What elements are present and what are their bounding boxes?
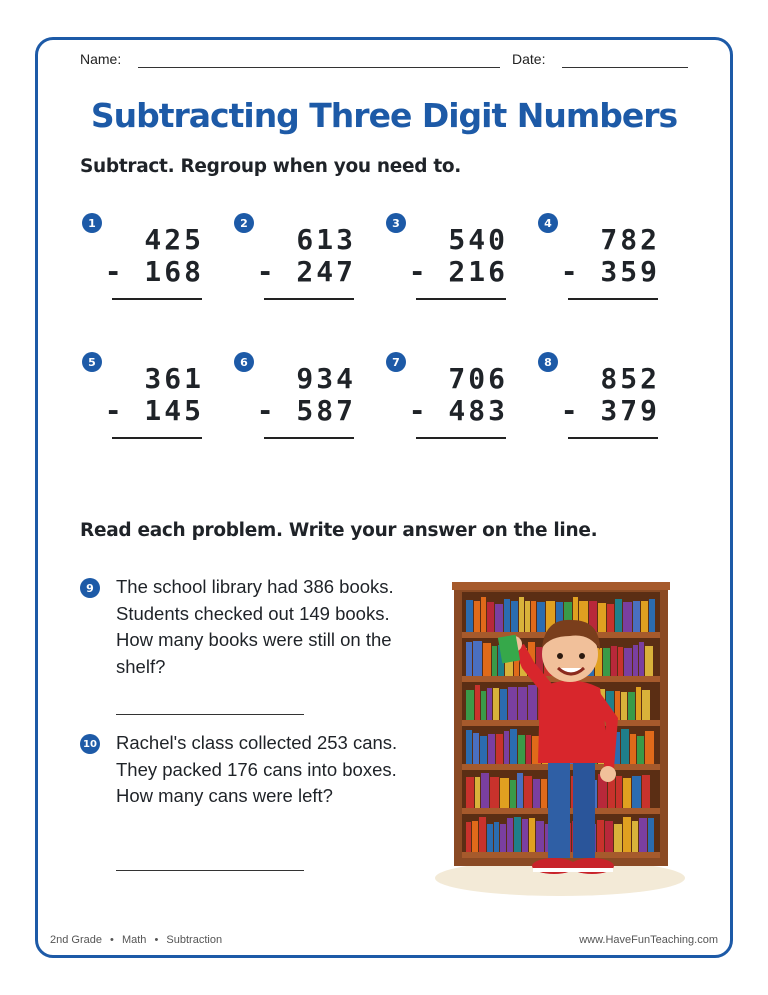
problem-number-badge: 7 bbox=[386, 352, 406, 372]
book bbox=[519, 597, 524, 632]
book bbox=[621, 692, 627, 720]
footer-topic: Subtraction bbox=[166, 934, 223, 946]
book bbox=[623, 602, 632, 632]
problem-number-badge: 6 bbox=[234, 352, 254, 372]
book bbox=[597, 820, 604, 852]
book bbox=[495, 604, 503, 632]
book bbox=[487, 824, 493, 852]
problem-8 bbox=[538, 352, 668, 462]
minuend: 425 bbox=[144, 223, 204, 256]
book bbox=[517, 773, 523, 808]
subtrahend: - 587 bbox=[256, 394, 356, 427]
book bbox=[621, 729, 629, 764]
book bbox=[633, 645, 638, 676]
book bbox=[639, 642, 644, 676]
answer-line[interactable] bbox=[112, 437, 202, 439]
problem-number-badge: 9 bbox=[80, 578, 100, 598]
book bbox=[511, 601, 518, 632]
book bbox=[616, 776, 622, 808]
problem-7 bbox=[386, 352, 516, 462]
problem-number-badge: 10 bbox=[80, 734, 100, 754]
book bbox=[475, 777, 480, 808]
book bbox=[614, 824, 622, 852]
book bbox=[633, 601, 640, 632]
footer-separator: • bbox=[110, 934, 114, 946]
book bbox=[472, 821, 478, 852]
word-problem-text: The school library had 386 books. Students checked out 149 books. How many books were still on the shelf? bbox=[116, 576, 394, 677]
book bbox=[637, 736, 644, 764]
book bbox=[493, 688, 499, 720]
problem-1 bbox=[82, 213, 212, 323]
footer-separator: • bbox=[154, 934, 159, 946]
book bbox=[639, 818, 647, 852]
book bbox=[507, 818, 513, 852]
book bbox=[531, 601, 536, 632]
book bbox=[645, 731, 654, 764]
minuend: 540 bbox=[448, 223, 508, 256]
book bbox=[648, 818, 654, 852]
book bbox=[623, 778, 631, 808]
minuend: 361 bbox=[144, 362, 204, 395]
book bbox=[649, 599, 655, 632]
book bbox=[605, 821, 613, 852]
book bbox=[466, 822, 471, 852]
name-line[interactable] bbox=[138, 67, 500, 68]
subtrahend: - 359 bbox=[560, 255, 660, 288]
problem-6 bbox=[234, 352, 364, 462]
footer-tags bbox=[50, 934, 222, 946]
problem-number-badge: 2 bbox=[234, 213, 254, 233]
book bbox=[525, 601, 530, 632]
problem-number-badge: 3 bbox=[386, 213, 406, 233]
answer-line[interactable] bbox=[568, 298, 658, 300]
word-problem-10 bbox=[80, 730, 400, 880]
answer-line[interactable] bbox=[116, 870, 304, 871]
book bbox=[466, 600, 473, 632]
book bbox=[466, 777, 474, 808]
answer-line[interactable] bbox=[416, 298, 506, 300]
minuend: 782 bbox=[600, 223, 660, 256]
word-problem-9 bbox=[80, 574, 400, 724]
book bbox=[479, 817, 486, 852]
book bbox=[518, 735, 525, 764]
book bbox=[474, 601, 480, 632]
book bbox=[607, 604, 614, 632]
book bbox=[481, 597, 486, 632]
book bbox=[642, 690, 650, 720]
book bbox=[615, 599, 622, 632]
book bbox=[642, 775, 650, 808]
minuend: 852 bbox=[600, 362, 660, 395]
book bbox=[632, 821, 638, 852]
book bbox=[466, 642, 472, 676]
book bbox=[603, 648, 610, 676]
book bbox=[645, 646, 653, 676]
book bbox=[480, 736, 487, 764]
book bbox=[526, 735, 531, 764]
subtrahend: - 247 bbox=[256, 255, 356, 288]
minuend: 934 bbox=[296, 362, 356, 395]
book bbox=[487, 688, 492, 720]
book bbox=[522, 819, 528, 852]
book bbox=[641, 601, 648, 632]
book bbox=[504, 599, 510, 632]
problem-number-badge: 8 bbox=[538, 352, 558, 372]
book bbox=[537, 602, 545, 632]
problem-number-badge: 1 bbox=[82, 213, 102, 233]
section2-instruction: Read each problem. Write your answer on the line. bbox=[80, 520, 598, 541]
book bbox=[630, 734, 636, 764]
problem-4 bbox=[538, 213, 668, 323]
subtrahend: - 483 bbox=[408, 394, 508, 427]
section1-instruction: Subtract. Regroup when you need to. bbox=[80, 156, 462, 177]
book bbox=[473, 641, 482, 676]
book bbox=[518, 687, 527, 720]
subtrahend: - 216 bbox=[408, 255, 508, 288]
book bbox=[510, 780, 516, 808]
book bbox=[514, 817, 521, 852]
answer-line[interactable] bbox=[264, 298, 354, 300]
book bbox=[528, 685, 537, 720]
book bbox=[481, 691, 486, 720]
book bbox=[496, 734, 503, 764]
book bbox=[632, 776, 641, 808]
minuend: 613 bbox=[296, 223, 356, 256]
book bbox=[490, 777, 499, 808]
book bbox=[533, 779, 540, 808]
footer-subject: Math bbox=[121, 934, 147, 946]
answer-line[interactable] bbox=[112, 298, 202, 300]
book bbox=[466, 690, 474, 720]
book bbox=[504, 731, 509, 764]
book bbox=[618, 647, 623, 676]
date-label: Date: bbox=[512, 51, 546, 67]
minuend: 706 bbox=[448, 362, 508, 395]
page-title: Subtracting Three Digit Numbers bbox=[90, 96, 678, 135]
word-problem-text: Rachel's class collected 253 cans. They packed 176 cans into boxes. How many cans were left? bbox=[116, 732, 398, 806]
problem-3 bbox=[386, 213, 516, 323]
name-label: Name: bbox=[80, 51, 122, 67]
book bbox=[494, 822, 499, 852]
book bbox=[492, 646, 497, 676]
book bbox=[536, 821, 544, 852]
book bbox=[487, 602, 494, 632]
book bbox=[508, 687, 517, 720]
book bbox=[624, 648, 632, 676]
book bbox=[481, 773, 489, 808]
book bbox=[611, 646, 617, 676]
book bbox=[541, 779, 547, 808]
footer-website[interactable]: www.HaveFunTeaching.com bbox=[579, 934, 718, 946]
subtrahend: - 168 bbox=[104, 255, 204, 288]
boy-at-bookshelf-illustration bbox=[430, 578, 698, 898]
problem-number-badge: 4 bbox=[538, 213, 558, 233]
book bbox=[483, 643, 491, 676]
answer-line[interactable] bbox=[116, 714, 304, 715]
book bbox=[475, 685, 480, 720]
book bbox=[524, 776, 532, 808]
subtrahend: - 145 bbox=[104, 394, 204, 427]
problem-5 bbox=[82, 352, 212, 462]
book bbox=[510, 729, 517, 764]
book bbox=[473, 733, 479, 764]
book bbox=[628, 692, 635, 720]
book bbox=[529, 818, 535, 852]
book bbox=[500, 778, 509, 808]
date-line[interactable] bbox=[562, 67, 688, 68]
book bbox=[500, 824, 506, 852]
book bbox=[466, 730, 472, 764]
answer-line[interactable] bbox=[568, 437, 658, 439]
book bbox=[488, 734, 495, 764]
answer-line[interactable] bbox=[264, 437, 354, 439]
book bbox=[598, 603, 606, 632]
subtrahend: - 379 bbox=[560, 394, 660, 427]
answer-line[interactable] bbox=[416, 437, 506, 439]
footer-grade: 2nd Grade bbox=[50, 934, 102, 946]
book bbox=[500, 689, 507, 720]
problem-number-badge: 5 bbox=[82, 352, 102, 372]
problem-2 bbox=[234, 213, 364, 323]
book bbox=[636, 687, 641, 720]
book bbox=[623, 817, 631, 852]
